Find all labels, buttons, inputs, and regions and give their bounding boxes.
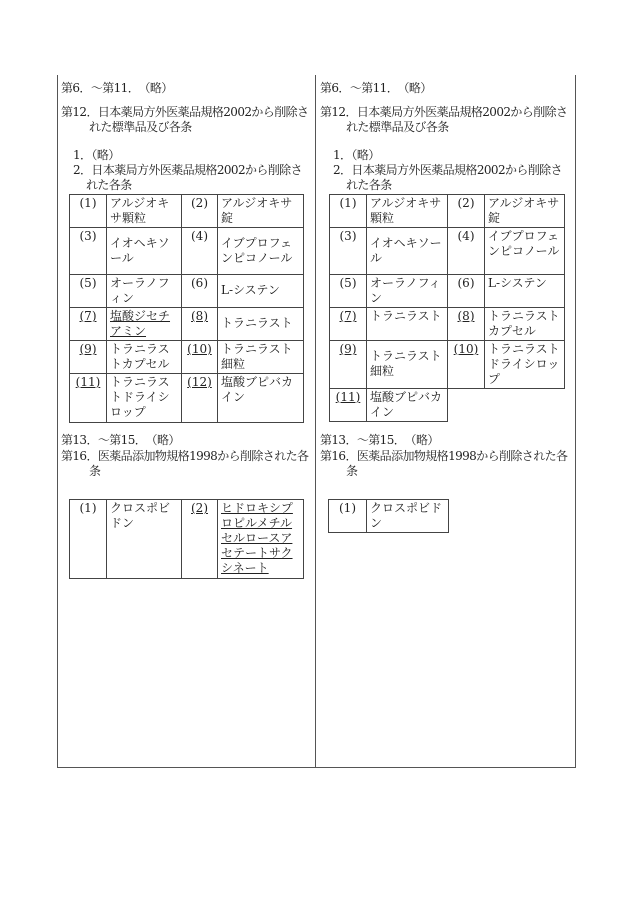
item-num: (2): [182, 500, 218, 579]
heading-12: 第12．日本薬局方外医薬品規格2002から削除さ: [61, 105, 309, 119]
item-num: (2): [182, 195, 218, 228]
item-num: (6): [448, 275, 485, 308]
item-num: (10): [182, 341, 218, 374]
heading-6-11: 第6．～第11． （略）: [61, 81, 173, 95]
item-name: L-システン: [485, 275, 565, 308]
item-num: (9): [70, 341, 107, 374]
item-name: イブプロフェンピコノール: [485, 228, 565, 275]
item-num: (9): [330, 341, 367, 389]
item-name: アルジオキサ顆粒: [367, 195, 448, 228]
item-num: (8): [182, 308, 218, 341]
item-name: トラニラストカプセル: [485, 308, 565, 341]
item-name: イオヘキソール: [107, 228, 182, 275]
item-name: クロスポビドン: [367, 500, 449, 533]
item-num: (3): [330, 228, 367, 275]
item-num: (11): [70, 374, 107, 423]
heading-13-15: 第13．～第15． （略）: [61, 433, 180, 447]
item-num: (7): [330, 308, 367, 341]
heading-12: 第12．日本薬局方外医薬品規格2002から削除さ: [320, 105, 568, 119]
item-name: トラニラストドライシロップ: [107, 374, 182, 423]
left-items-table: [69, 194, 304, 423]
item-name: トラニラストカプセル: [107, 341, 182, 374]
item-num: (11): [330, 389, 367, 422]
item-num: (1): [330, 195, 367, 228]
heading-12-cont: れた標準品及び各条: [346, 120, 449, 134]
frame-bottom-border: [57, 767, 576, 768]
item-name: ヒドロキシプロピルメチルセルロースアセテートサクシネート: [218, 500, 304, 579]
item-name: オーラノフィン: [367, 275, 448, 308]
item-num: (4): [182, 228, 218, 275]
item-name: アルジオキサ錠: [218, 195, 304, 228]
frame-left-border: [57, 75, 58, 768]
item-name: 塩酸ブピバカイン: [218, 374, 304, 423]
subsection-2-cont: れた各条: [86, 178, 132, 192]
item-num: (6): [182, 275, 218, 308]
subsection-1: 1．（略）: [333, 148, 380, 162]
empty-cell: [448, 389, 485, 422]
subsection-1: 1．（略）: [73, 148, 120, 162]
heading-6-11: 第6．～第11． （略）: [320, 81, 432, 95]
heading-16: 第16．医薬品添加物規格1998から削除された各: [61, 449, 309, 463]
heading-12-cont: れた標準品及び各条: [89, 120, 192, 134]
item-name: 塩酸ジセチアミン: [107, 308, 182, 341]
item-name: トラニラスト: [218, 308, 304, 341]
item-name: トラニラスト: [367, 308, 448, 341]
subsection-2-cont: れた各条: [346, 178, 392, 192]
item-num: (7): [70, 308, 107, 341]
subsection-2: 2．日本薬局方外医薬品規格2002から削除さ: [73, 163, 302, 177]
heading-16: 第16．医薬品添加物規格1998から削除された各: [320, 449, 568, 463]
item-num: (1): [70, 195, 107, 228]
item-name: アルジオキサ顆粒: [107, 195, 182, 228]
item-name: トラニラスト細粒: [218, 341, 304, 374]
right-additives-table: [328, 499, 449, 533]
item-name: クロスポビドン: [107, 500, 182, 579]
item-num: (5): [330, 275, 367, 308]
item-name: トラニラストドライシロップ: [485, 341, 565, 389]
frame-right-border: [575, 75, 576, 768]
right-items-table: [329, 194, 565, 422]
item-name: アルジオキサ錠: [485, 195, 565, 228]
item-num: (3): [70, 228, 107, 275]
item-name: イオヘキソール: [367, 228, 448, 275]
item-num: (1): [70, 500, 107, 579]
item-name: イブプロフェンピコノール: [218, 228, 304, 275]
column-divider: [315, 75, 316, 768]
empty-cell: [485, 389, 565, 422]
item-num: (10): [448, 341, 485, 389]
item-name: 塩酸ブピバカイン: [367, 389, 448, 422]
item-name: L-システン: [218, 275, 304, 308]
item-num: (12): [182, 374, 218, 423]
left-additives-table: [69, 499, 304, 579]
heading-16-cont: 条: [89, 464, 101, 478]
item-num: (4): [448, 228, 485, 275]
heading-16-cont: 条: [346, 464, 358, 478]
heading-13-15: 第13．～第15． （略）: [320, 433, 439, 447]
item-num: (5): [70, 275, 107, 308]
subsection-2: 2．日本薬局方外医薬品規格2002から削除さ: [333, 163, 562, 177]
item-num: (2): [448, 195, 485, 228]
item-name: オーラノフィン: [107, 275, 182, 308]
item-num: (1): [329, 500, 367, 533]
item-num: (8): [448, 308, 485, 341]
item-name: トラニラスト細粒: [367, 341, 448, 389]
